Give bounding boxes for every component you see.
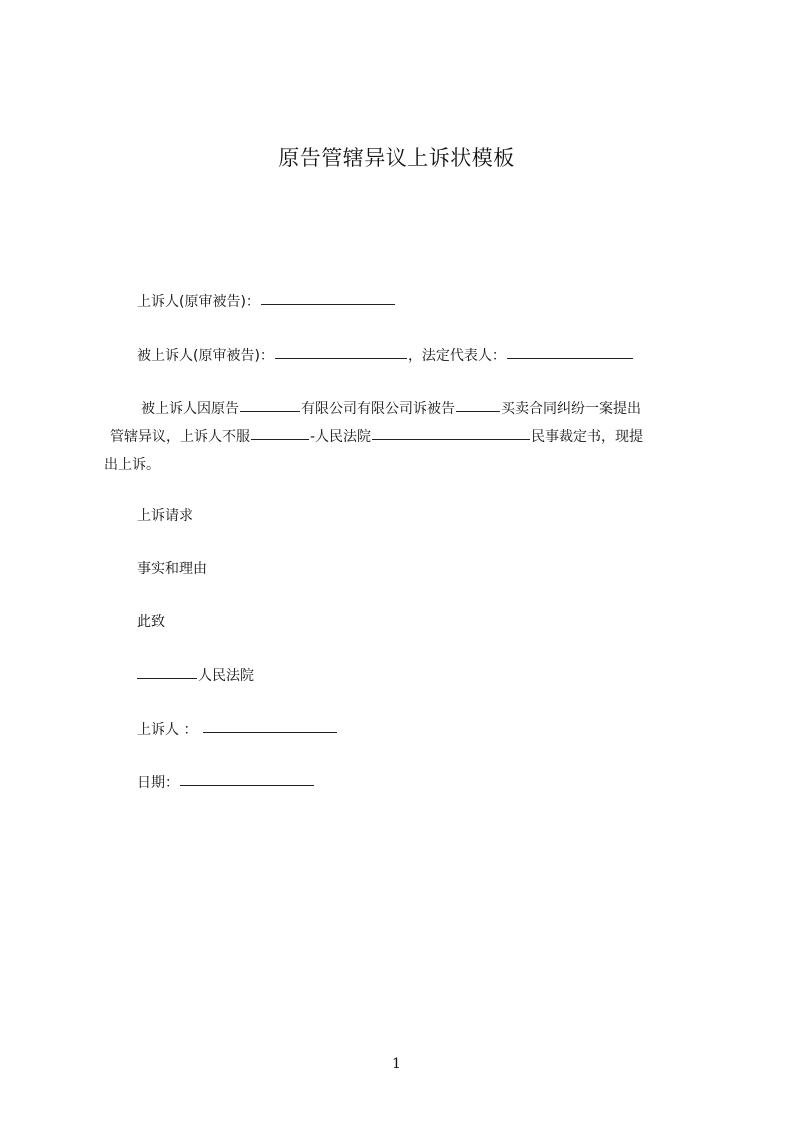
appellee-line bbox=[137, 345, 634, 365]
paragraph-text: 管辖异议，上诉人不服 bbox=[110, 429, 250, 445]
page-number: 1 bbox=[392, 1056, 401, 1072]
appellant-label: 上诉人(原审被告)： bbox=[137, 294, 260, 310]
paragraph-text: 被上诉人因原告 bbox=[141, 401, 239, 417]
paragraph-text: 买卖合同纠纷一案提出 bbox=[501, 401, 641, 417]
legal-representative-label: ，法定代表人： bbox=[407, 348, 506, 364]
date-label: 日期： bbox=[137, 775, 179, 791]
appellant-name-blank[interactable] bbox=[261, 290, 395, 305]
legal-representative-blank[interactable] bbox=[507, 344, 633, 359]
request-heading: 上诉请求 bbox=[137, 508, 193, 524]
court-suffix: 人民法院 bbox=[198, 668, 254, 684]
paragraph-line-2 bbox=[110, 426, 643, 446]
signature-blank[interactable] bbox=[203, 718, 337, 733]
plaintiff-blank[interactable] bbox=[240, 397, 300, 412]
appellant-line bbox=[137, 291, 396, 311]
date-blank[interactable] bbox=[180, 771, 314, 786]
paragraph-text: 有限公司有限公司诉被告 bbox=[301, 401, 455, 417]
court-line bbox=[137, 665, 254, 685]
paragraph-text: -人民法院 bbox=[310, 429, 372, 445]
ruling-number-blank[interactable] bbox=[372, 425, 530, 440]
facts-heading: 事实和理由 bbox=[137, 561, 207, 577]
defendant-blank[interactable] bbox=[456, 397, 500, 412]
court-name-blank[interactable] bbox=[137, 664, 197, 679]
date-line bbox=[137, 772, 315, 792]
signature-line bbox=[137, 719, 338, 739]
signature-label: 上诉人 ： bbox=[137, 722, 198, 738]
paragraph-text: 出上诉。 bbox=[104, 457, 160, 473]
appellee-label: 被上诉人(原审被告)： bbox=[137, 348, 274, 364]
document-title: 原告管辖异议上诉状模板 bbox=[278, 146, 515, 170]
paragraph-text: 民事裁定书，现提 bbox=[531, 429, 644, 445]
court-blank[interactable] bbox=[251, 425, 309, 440]
appellee-name-blank[interactable] bbox=[275, 344, 407, 359]
closing-text: 此致 bbox=[137, 614, 165, 630]
paragraph-line-1 bbox=[141, 398, 641, 418]
paragraph-line-3 bbox=[104, 454, 160, 474]
